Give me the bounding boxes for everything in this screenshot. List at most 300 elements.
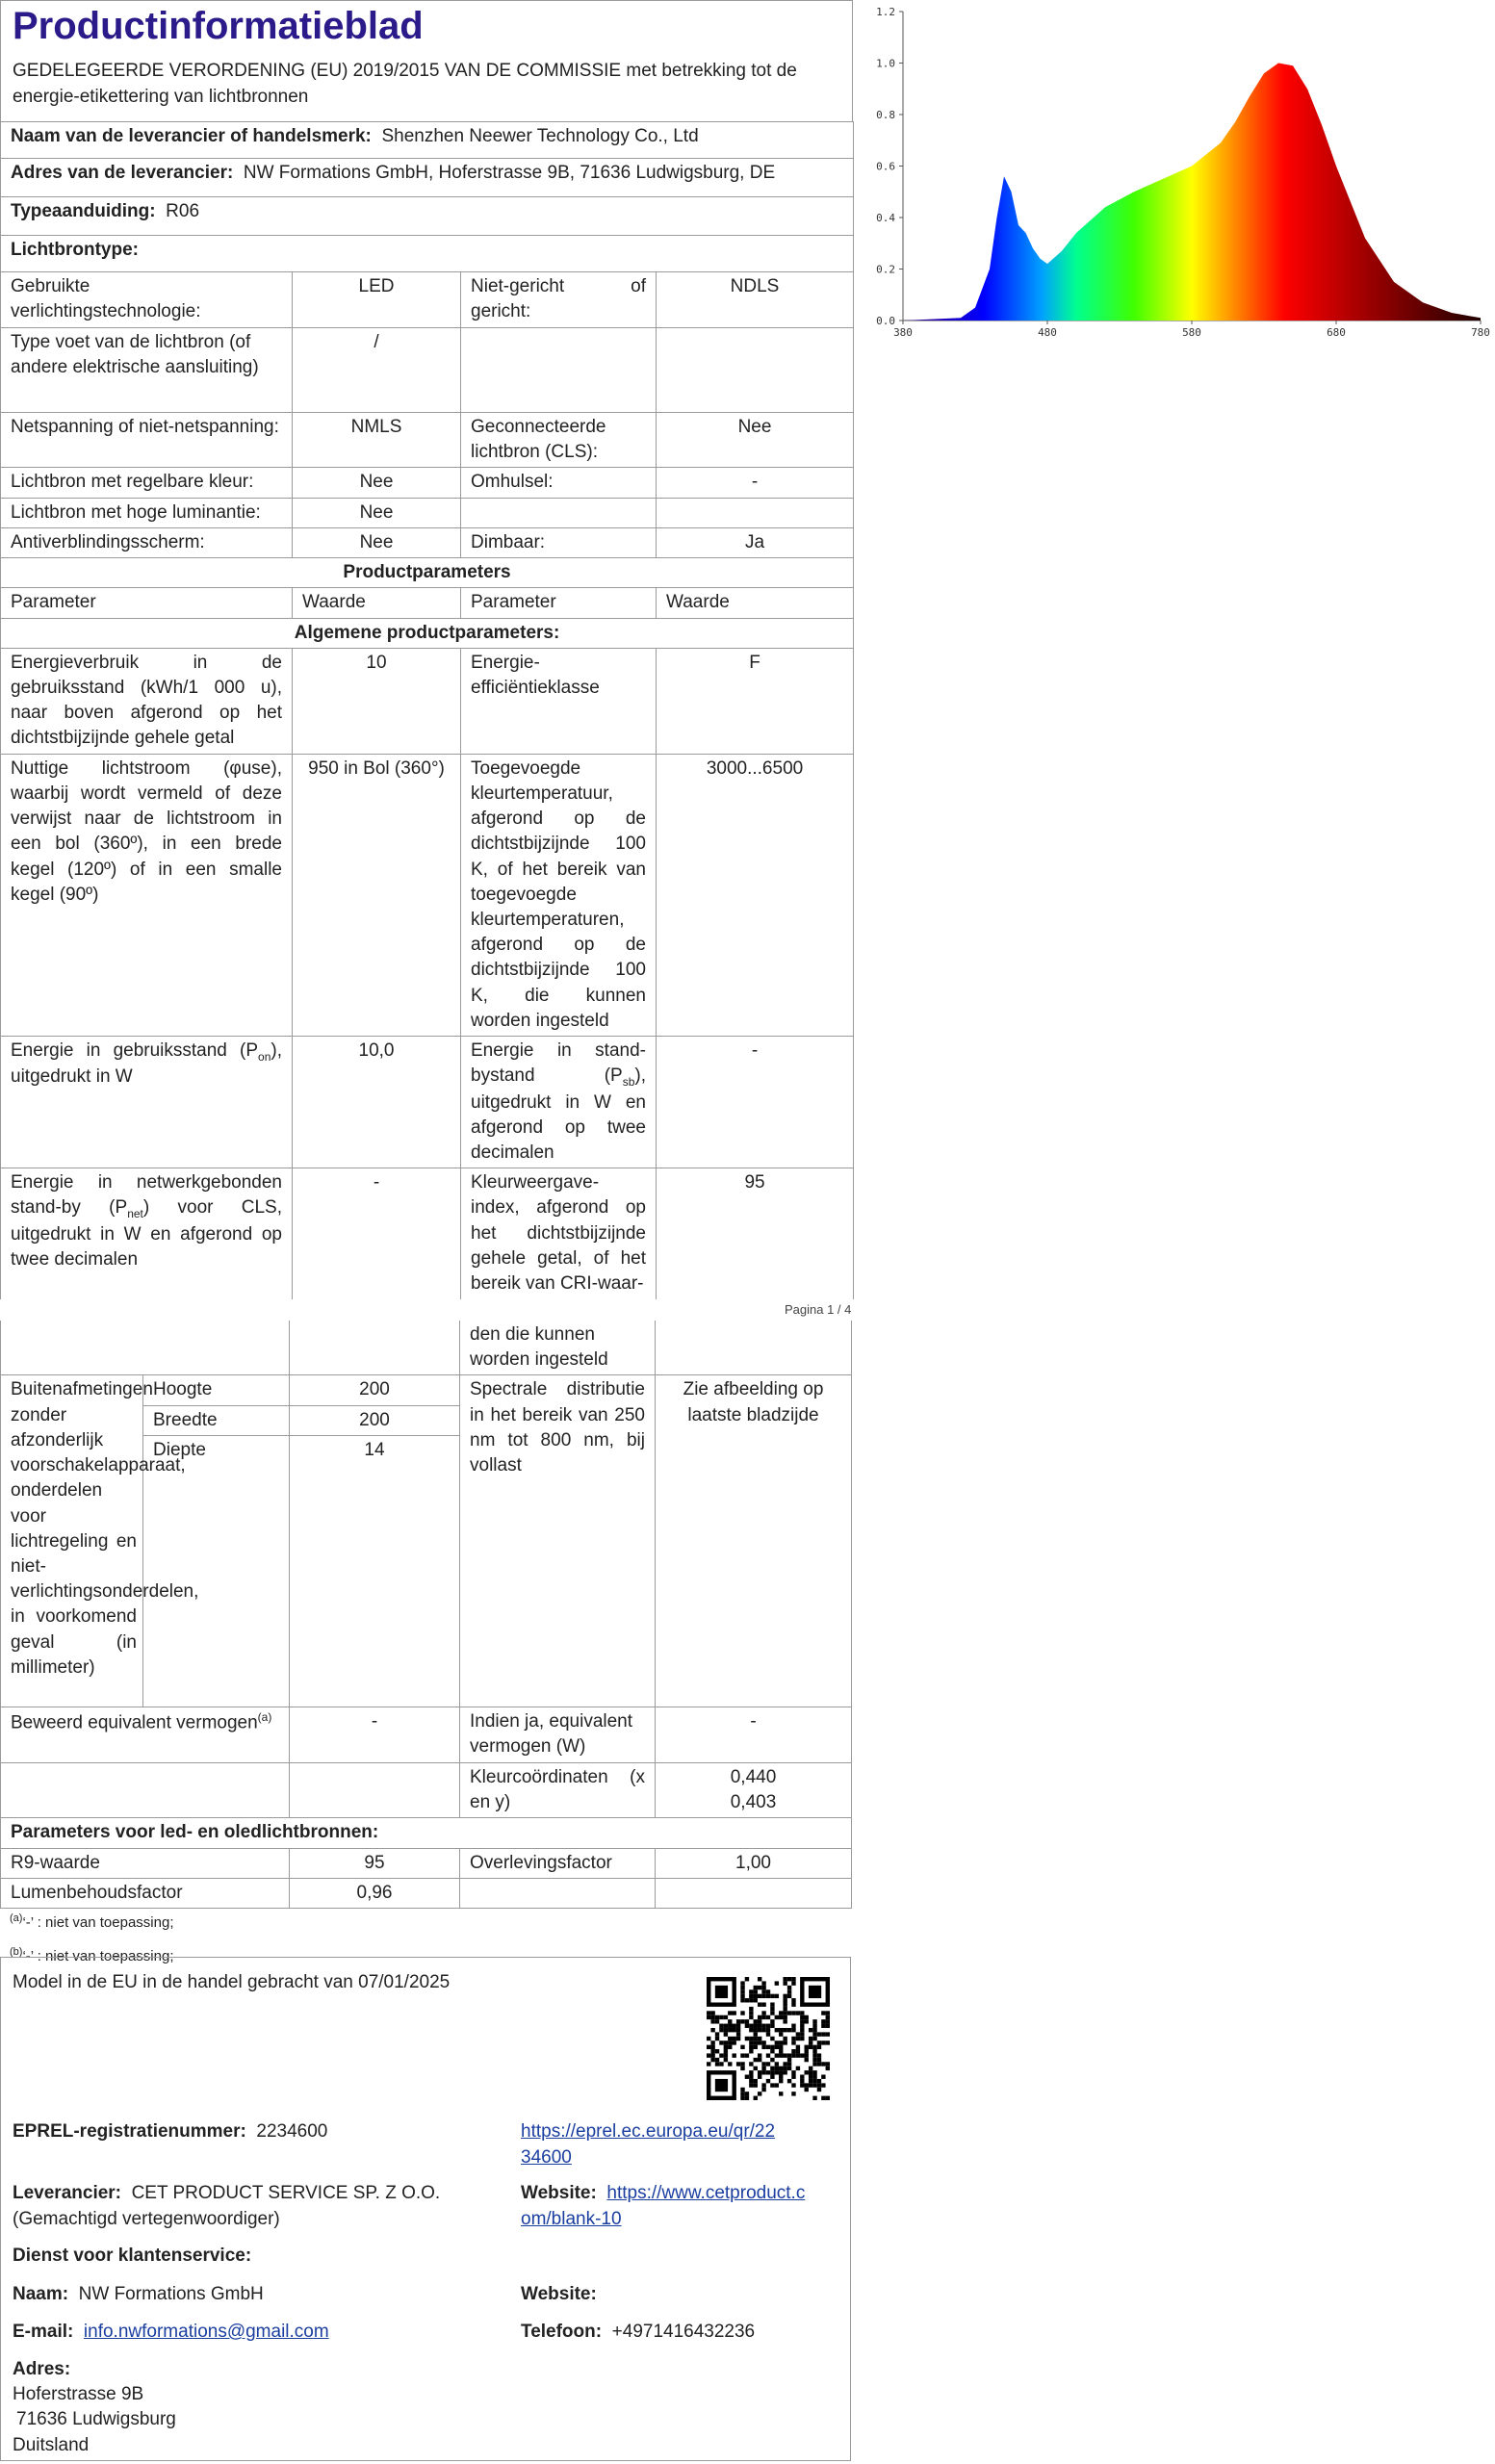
qr-module (745, 1998, 749, 2002)
qr-module (812, 2053, 816, 2057)
qr-module (800, 2019, 804, 2023)
qr-module (754, 1998, 758, 2002)
chroma-values (656, 1762, 852, 1817)
table-cell: Lichtbron met hoge luminantie: (1, 498, 293, 527)
qr-module (783, 2053, 786, 2057)
col-header: Parameter (1, 588, 293, 618)
qr-module (728, 2011, 732, 2015)
supplier-name-value: Shenzhen Neewer Technology Co., Ltd (381, 126, 699, 146)
y-tick-label: 0.0 (876, 315, 895, 327)
address-block (13, 2357, 176, 2458)
equiv-value: - (290, 1707, 460, 1762)
qr-module (821, 2011, 825, 2015)
qr-module (710, 2011, 714, 2015)
qr-module (728, 2062, 732, 2066)
y-tick-label: 1.2 (876, 6, 895, 18)
qr-module (779, 2079, 783, 2083)
qr-module (817, 2032, 821, 2036)
qr-module (758, 2058, 761, 2062)
qr-module (766, 1989, 770, 1993)
qr-module (791, 2075, 795, 2079)
qr-module (724, 2053, 728, 2057)
qr-module (732, 2040, 735, 2044)
qr-module (724, 2028, 728, 2032)
qr-module (758, 2075, 761, 2079)
qr-module (710, 2015, 714, 2019)
table-cell (290, 1762, 460, 1817)
x-tick-label: 780 (1471, 326, 1490, 339)
cri-label-continued: den die kunnen worden ingesteld (460, 1321, 656, 1375)
qr-module (740, 2062, 744, 2066)
qr-module (770, 2002, 774, 2006)
qr-module (809, 2066, 812, 2070)
psb-label: Energie in stand-bystand (P (471, 1040, 646, 1087)
table-cell: Nee (293, 498, 461, 527)
qr-module (779, 2040, 783, 2044)
table-cell (657, 498, 854, 527)
supplier-table (0, 121, 854, 1299)
website-link-b[interactable]: om/blank-10 (521, 2208, 622, 2229)
qr-module (715, 2062, 719, 2066)
qr-module (800, 2053, 804, 2057)
qr-module (779, 2092, 783, 2095)
table-cell: Gebruikte verlichtingstechnologie: (1, 272, 293, 328)
qr-module (783, 2015, 786, 2019)
equiv-label: Beweerd equivalent vermogen (11, 1712, 258, 1733)
qr-module (766, 1994, 770, 1998)
lumen-value: 0,96 (290, 1878, 460, 1908)
qr-module (749, 2011, 753, 2015)
qr-module (707, 2011, 710, 2015)
qr-module (796, 2037, 800, 2040)
qr-module (761, 1994, 765, 1998)
table-cell (1, 1037, 293, 1168)
qr-module (749, 2045, 753, 2049)
qr-module (766, 2079, 770, 2083)
table-cell: - (657, 468, 854, 498)
qr-module (826, 2032, 830, 2036)
qr-module (745, 1977, 749, 1981)
qr-module (770, 2024, 774, 2028)
qr-module (779, 2045, 783, 2049)
chroma-x: 0,440 (730, 1766, 777, 1787)
qr-module (715, 2015, 719, 2019)
qr-module (736, 2037, 740, 2040)
table-cell: / (293, 328, 461, 413)
supplier-address-row (1, 159, 854, 197)
footer-box (0, 1957, 851, 2461)
table-cell: Nee (293, 468, 461, 498)
table-cell (1, 1168, 293, 1299)
model-row (1, 197, 854, 236)
qr-module (732, 2011, 735, 2015)
pnet-label: Energie in netwerkgebonden stand-by (P (11, 1172, 282, 1219)
equiv-sup: (a) (257, 1709, 272, 1724)
qr-module (719, 2062, 723, 2066)
qr-module (821, 2040, 825, 2044)
qr-module (783, 2062, 786, 2066)
qr-module (812, 2028, 816, 2032)
spectral-label: Spectrale distributie in het bereik van 250 nm tot 800 nm, bij vollast (460, 1375, 656, 1707)
qr-module (710, 2053, 714, 2057)
model-label: Typeaanduiding: (11, 201, 156, 221)
table-cell (657, 328, 854, 413)
qr-module (715, 2032, 719, 2036)
x-tick-label: 680 (1327, 326, 1346, 339)
params-table-continued (0, 1321, 852, 1909)
qr-module (800, 2032, 804, 2036)
qr-module (783, 2002, 786, 2006)
r9-value: 95 (290, 1848, 460, 1878)
svc-website-label: Website: (521, 2284, 597, 2304)
table-cell: Ja (657, 527, 854, 557)
qr-module (783, 2019, 786, 2023)
qr-module (791, 2092, 795, 2095)
pnet-sub: net (127, 1207, 143, 1221)
qr-module (754, 2096, 758, 2100)
qr-module (821, 2062, 825, 2066)
qr-module (770, 2019, 774, 2023)
table-cell: F (657, 648, 854, 754)
qr-module (770, 2070, 774, 2074)
website-label: Website: (521, 2183, 597, 2203)
qr-module (707, 2053, 710, 2057)
qr-module (779, 2049, 783, 2053)
qr-code-svg (707, 1977, 830, 2100)
qr-finder (809, 1986, 821, 1998)
qr-module (728, 2019, 732, 2023)
email-line (13, 2320, 329, 2346)
table-cell: 3000...6500 (657, 754, 854, 1036)
svc-name-value: NW Formations GmbH (78, 2284, 264, 2304)
table-cell: Energie-efficiëntieklasse (461, 648, 657, 754)
qr-module (736, 2019, 740, 2023)
qr-module (761, 2015, 765, 2019)
qr-module (740, 2092, 744, 2095)
equiv-watt-label: Indien ja, equivalent vermogen (W) (460, 1707, 656, 1762)
col-header: Parameter (461, 588, 657, 618)
qr-module (826, 2040, 830, 2044)
qr-module (766, 2028, 770, 2032)
qr-module (761, 2028, 765, 2032)
height-label: Hoogte (143, 1375, 290, 1405)
spectrum-area (903, 64, 1481, 321)
qr-module (728, 2045, 732, 2049)
qr-module (749, 1989, 753, 1993)
qr-module (758, 2019, 761, 2023)
qr-module (736, 2032, 740, 2036)
qr-module (740, 1986, 744, 1989)
qr-finder (715, 1986, 728, 1998)
table-cell: Netspanning of niet-netspanning: (1, 413, 293, 468)
qr-module (761, 2066, 765, 2070)
qr-module (758, 2053, 761, 2057)
qr-module (770, 2066, 774, 2070)
qr-module (761, 1989, 765, 1993)
qr-module (749, 2062, 753, 2066)
table-cell: Nuttige lichtstroom (φuse), waarbij wordt vermeld of deze verwijst naar de lichtstroom in een bol (360º), in een brede kegel (120º) of in een smalle kegel (90º) (1, 754, 293, 1036)
qr-module (754, 2079, 758, 2083)
footnote-a (10, 1904, 173, 1938)
qr-module (710, 2028, 714, 2032)
table-cell: Omhulsel: (461, 468, 657, 498)
qr-module (791, 2053, 795, 2057)
survival-label: Overlevingsfactor (460, 1848, 656, 1878)
qr-module (805, 2049, 809, 2053)
qr-module (775, 1981, 779, 1985)
lighttype-label: Lichtbrontype: (1, 236, 854, 272)
representative-line (13, 2181, 503, 2232)
qr-module (724, 2045, 728, 2049)
qr-module (800, 2037, 804, 2040)
qr-module (826, 2096, 830, 2100)
qr-module (749, 2040, 753, 2044)
qr-module (710, 2049, 714, 2053)
qr-module (740, 2066, 744, 2070)
pon-sub: on (258, 1049, 271, 1064)
qr-module (809, 2070, 812, 2074)
service-website-line (521, 2282, 597, 2308)
qr-module (749, 2037, 753, 2040)
qr-module (732, 2024, 735, 2028)
qr-module (791, 1998, 795, 2002)
width-value: 200 (290, 1405, 460, 1435)
qr-module (745, 2037, 749, 2040)
qr-module (766, 2032, 770, 2036)
qr-module (787, 2011, 791, 2015)
eprel-link[interactable] (521, 2119, 838, 2170)
depth-label: Diepte (143, 1435, 290, 1707)
qr-module (821, 2096, 825, 2100)
table-cell: 10 (293, 648, 461, 754)
qr-module (812, 2079, 816, 2083)
qr-module (796, 2053, 800, 2057)
spectrum-chart-svg (857, 0, 1492, 346)
qr-module (754, 2032, 758, 2036)
qr-module (821, 2019, 825, 2023)
qr-module (787, 1989, 791, 1993)
qr-module (715, 2058, 719, 2062)
qr-module (710, 2040, 714, 2044)
table-cell: Niet-gericht of gericht: (461, 272, 657, 328)
qr-module (791, 2040, 795, 2044)
qr-module (740, 2088, 744, 2092)
qr-module (766, 2062, 770, 2066)
table-cell (1, 1762, 290, 1817)
qr-module (758, 2040, 761, 2044)
table-cell: Kleurweergave-index, afgerond op het dichtstbijzijnde gehele getal, of het bereik van CRI-waar- (461, 1168, 657, 1299)
qr-module (715, 2049, 719, 2053)
email-link[interactable]: info.nwformations@gmail.com (83, 2322, 329, 2342)
qr-module (821, 2024, 825, 2028)
qr-module (787, 1994, 791, 1998)
depth-value: 14 (290, 1435, 460, 1707)
qr-module (758, 1977, 761, 1981)
table-cell: 95 (657, 1168, 854, 1299)
qr-module (817, 2079, 821, 2083)
y-tick-label: 0.2 (876, 263, 895, 276)
qr-module (761, 1981, 765, 1985)
qr-module (812, 2058, 816, 2062)
table-cell: Toegevoegde kleurtemperatuur, afgerond op de dichtstbijzijnde 100 K, of het bereik van toegevoegde kleurtemperaturen, afgerond op de dichtstbijzijnde 100 K, die kunnen worden ingesteld (461, 754, 657, 1036)
qr-module (783, 2040, 786, 2044)
eprel-value: 2234600 (256, 2121, 328, 2142)
qr-module (736, 2062, 740, 2066)
qr-module (817, 2040, 821, 2044)
page-number: Pagina 1 / 4 (785, 1302, 852, 1317)
qr-module (749, 1998, 753, 2002)
qr-module (779, 2032, 783, 2036)
qr-module (754, 2028, 758, 2032)
qr-module (766, 2015, 770, 2019)
x-tick-label: 480 (1038, 326, 1057, 339)
qr-module (770, 1994, 774, 1998)
qr-module (754, 2066, 758, 2070)
pon-label: Energie in gebruiksstand (P (11, 1040, 259, 1062)
qr-module (754, 2040, 758, 2044)
qr-module (791, 2028, 795, 2032)
qr-module (749, 2049, 753, 2053)
qr-module (732, 2053, 735, 2057)
qr-module (770, 2058, 774, 2062)
qr-module (736, 2028, 740, 2032)
table-cell: Dimbaar: (461, 527, 657, 557)
psb-rest: ), uitgedrukt in W en afgerond op twee decimalen (471, 1065, 646, 1164)
eprel-link-b[interactable]: 34600 (521, 2146, 572, 2168)
qr-module (812, 2037, 816, 2040)
led-section-title: Parameters voor led- en oledlichtbronnen: (1, 1818, 852, 1848)
qr-module (749, 1994, 753, 1998)
qr-module (758, 2002, 761, 2006)
qr-module (745, 2075, 749, 2079)
qr-module (775, 2040, 779, 2044)
qr-module (817, 2083, 821, 2087)
lumen-label: Lumenbehoudsfactor (1, 1878, 290, 1908)
qr-module (809, 2083, 812, 2087)
eprel-line (13, 2119, 327, 2145)
footnote-b-text: ‘-’ : niet van toepassing; (22, 1948, 174, 1964)
svc-name-label: Naam: (13, 2284, 69, 2304)
qr-module (812, 2096, 816, 2100)
qr-module (749, 2079, 753, 2083)
qr-module (805, 2045, 809, 2049)
qr-module (805, 2015, 809, 2019)
qr-module (783, 2066, 786, 2070)
qr-module (787, 2058, 791, 2062)
qr-module (812, 2024, 816, 2028)
qr-module (754, 2019, 758, 2023)
supplier-name-label: Naam van de leverancier of handelsmerk: (11, 126, 372, 146)
qr-module (817, 2053, 821, 2057)
qr-module (791, 1981, 795, 1985)
y-tick-label: 0.4 (876, 212, 895, 224)
eprel-label: EPREL-registratienummer: (13, 2121, 246, 2142)
qr-module (715, 2019, 719, 2023)
qr-module (732, 2037, 735, 2040)
qr-module (749, 2083, 753, 2087)
qr-module (796, 2049, 800, 2053)
qr-module (719, 2024, 723, 2028)
qr-module (800, 2028, 804, 2032)
qr-module (783, 2011, 786, 2015)
qr-module (826, 2019, 830, 2023)
qr-module (826, 2024, 830, 2028)
psb-sub: sb (622, 1075, 635, 1090)
rep-value: CET PRODUCT SERVICE SP. Z O.O. (Gemachtigd vertegenwoordiger) (13, 2183, 441, 2229)
chroma-y: 0,403 (730, 1792, 777, 1813)
qr-module (758, 2024, 761, 2028)
qr-module (724, 2040, 728, 2044)
phone-line (521, 2320, 755, 2346)
qr-module (805, 2058, 809, 2062)
qr-module (783, 1998, 786, 2002)
qr-module (749, 2070, 753, 2074)
qr-code-icon (707, 1977, 830, 2100)
qr-module (779, 2011, 783, 2015)
x-tick-label: 580 (1182, 326, 1201, 339)
qr-module (796, 2032, 800, 2036)
qr-module (745, 2096, 749, 2100)
qr-module (761, 2088, 765, 2092)
qr-module (736, 2024, 740, 2028)
qr-module (724, 2049, 728, 2053)
equiv-watt-value: - (656, 1707, 852, 1762)
height-value: 200 (290, 1375, 460, 1405)
address-label: Adres: (13, 2359, 71, 2379)
qr-module (758, 2092, 761, 2095)
qr-module (783, 2070, 786, 2074)
rep-label: Leverancier: (13, 2183, 122, 2203)
email-label: E-mail: (13, 2322, 74, 2342)
qr-module (775, 2028, 779, 2032)
qr-module (724, 2024, 728, 2028)
qr-module (724, 2032, 728, 2036)
qr-module (826, 2015, 830, 2019)
eprel-link-a[interactable]: https://eprel.ec.europa.eu/qr/22 (521, 2121, 776, 2142)
table-cell: LED (293, 272, 461, 328)
qr-module (796, 2045, 800, 2049)
qr-module (791, 2049, 795, 2053)
qr-module (749, 2075, 753, 2079)
qr-module (791, 2070, 795, 2074)
qr-module (740, 2096, 744, 2100)
qr-module (791, 2024, 795, 2028)
qr-module (761, 2083, 765, 2087)
qr-module (821, 2032, 825, 2036)
table-cell: NMLS (293, 413, 461, 468)
table-cell (461, 328, 657, 413)
table-cell (461, 1037, 657, 1168)
qr-module (779, 2070, 783, 2074)
qr-module (812, 2083, 816, 2087)
qr-module (779, 2075, 783, 2079)
col-header: Waarde (657, 588, 854, 618)
service-title: Dienst voor klantenservice: (13, 2246, 252, 2266)
y-tick-label: 1.0 (876, 57, 895, 70)
website-link-a[interactable]: https://www.cetproduct.c (606, 2183, 806, 2203)
qr-module (754, 1986, 758, 1989)
qr-module (754, 2037, 758, 2040)
pnet-rest: ) voor CLS, uitgedrukt in W en afgerond op twee decimalen (11, 1197, 283, 1270)
qr-module (809, 2028, 812, 2032)
table-cell (460, 1878, 656, 1908)
chroma-label: Kleurcoördinaten (x en y) (460, 1762, 656, 1817)
footnote-a-text: ‘-’ : niet van toepassing; (22, 1914, 174, 1931)
qr-module (740, 1989, 744, 1993)
qr-module (800, 2024, 804, 2028)
table-cell: Type voet van de lichtbron (of andere elektrische aansluiting) (1, 328, 293, 413)
width-label: Breedte (143, 1405, 290, 1435)
